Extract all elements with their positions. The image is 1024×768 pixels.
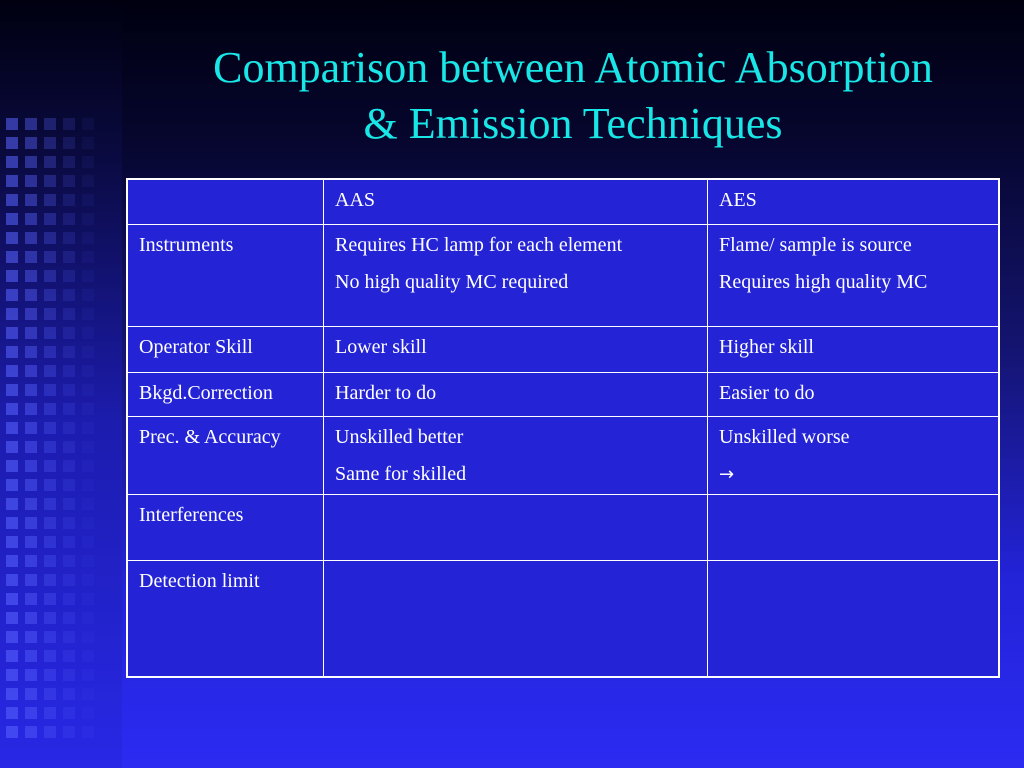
decorative-square	[44, 498, 56, 510]
decorative-square	[25, 213, 37, 225]
decorative-square	[6, 517, 18, 529]
decorative-square	[82, 327, 94, 339]
decorative-square	[6, 118, 18, 130]
decorative-square	[25, 555, 37, 567]
decorative-square-row	[6, 574, 118, 586]
cell-text: Requires HC lamp for each element	[335, 234, 623, 256]
decorative-square	[44, 707, 56, 719]
decorative-square	[25, 232, 37, 244]
decorative-square	[82, 650, 94, 662]
decorative-square	[82, 669, 94, 681]
table-row	[127, 561, 999, 678]
decorative-square	[82, 365, 94, 377]
decorative-square	[63, 688, 75, 700]
decorative-square	[25, 536, 37, 548]
decorative-square-row	[6, 308, 118, 320]
decorative-square-row	[6, 479, 118, 491]
cell-text: Unskilled worse	[719, 426, 850, 448]
cell-text: Flame/ sample is source	[719, 234, 912, 256]
decorative-square	[25, 669, 37, 681]
decorative-square	[82, 118, 94, 130]
decorative-square	[6, 555, 18, 567]
decorative-square	[82, 536, 94, 548]
decorative-square	[25, 479, 37, 491]
cell-text: Requires high quality MC	[719, 271, 928, 293]
decorative-square	[82, 612, 94, 624]
decorative-square-row	[6, 650, 118, 662]
cell-text: Same for skilled	[335, 463, 467, 485]
cell-aes-operator-skill: Higher skill	[708, 327, 1000, 373]
decorative-square	[44, 308, 56, 320]
decorative-square-row	[6, 137, 118, 149]
decorative-square	[82, 422, 94, 434]
decorative-square	[44, 213, 56, 225]
decorative-square-row	[6, 612, 118, 624]
decorative-square	[44, 289, 56, 301]
decorative-square-row	[6, 688, 118, 700]
decorative-square	[44, 650, 56, 662]
decorative-square	[25, 251, 37, 263]
cell-aes-detection-limit	[708, 561, 1000, 678]
row-label-interferences: Interferences	[127, 495, 324, 561]
decorative-square-row	[6, 669, 118, 681]
table-header-row	[127, 179, 999, 225]
cell-aes-precision-accuracy	[708, 417, 1000, 495]
decorative-square	[82, 137, 94, 149]
decorative-square	[63, 650, 75, 662]
decorative-square	[63, 175, 75, 187]
decorative-square-row	[6, 631, 118, 643]
table-row	[127, 225, 999, 327]
decorative-square	[63, 536, 75, 548]
decorative-square	[6, 460, 18, 472]
decorative-square-row	[6, 422, 118, 434]
decorative-square	[63, 403, 75, 415]
decorative-square	[63, 327, 75, 339]
decorative-square	[82, 726, 94, 738]
decorative-square	[6, 308, 18, 320]
decorative-square	[6, 631, 18, 643]
decorative-square-row	[6, 403, 118, 415]
decorative-square-row	[6, 441, 118, 453]
decorative-square	[63, 118, 75, 130]
decorative-square	[63, 726, 75, 738]
decorative-square	[63, 669, 75, 681]
decorative-square	[63, 555, 75, 567]
decorative-square	[25, 308, 37, 320]
decorative-square	[6, 612, 18, 624]
decorative-square	[25, 289, 37, 301]
decorative-square-row	[6, 536, 118, 548]
decorative-square	[44, 688, 56, 700]
decorative-square	[63, 707, 75, 719]
decorative-square	[25, 365, 37, 377]
decorative-square	[6, 270, 18, 282]
decorative-square	[82, 498, 94, 510]
decorative-square	[63, 308, 75, 320]
decorative-square	[63, 156, 75, 168]
decorative-square	[25, 118, 37, 130]
decorative-square	[6, 479, 18, 491]
decorative-square	[44, 669, 56, 681]
decorative-square	[44, 631, 56, 643]
decorative-square	[6, 137, 18, 149]
decorative-square	[6, 346, 18, 358]
decorative-square-row	[6, 118, 118, 130]
decorative-square	[6, 232, 18, 244]
decorative-square	[82, 460, 94, 472]
decorative-square	[25, 156, 37, 168]
header-aes: AES	[708, 179, 1000, 225]
decorative-square	[82, 156, 94, 168]
decorative-square	[25, 346, 37, 358]
decorative-square-row	[6, 384, 118, 396]
decorative-square	[44, 460, 56, 472]
decorative-square	[25, 441, 37, 453]
decorative-square	[44, 384, 56, 396]
decorative-square-row	[6, 270, 118, 282]
decorative-square-grid	[6, 118, 118, 745]
decorative-square-row	[6, 327, 118, 339]
decorative-square	[25, 384, 37, 396]
row-label-precision-accuracy: Prec. & Accuracy	[127, 417, 324, 495]
decorative-square	[25, 175, 37, 187]
decorative-square	[6, 726, 18, 738]
cell-aas-operator-skill: Lower skill	[324, 327, 708, 373]
decorative-square	[25, 498, 37, 510]
decorative-square	[6, 327, 18, 339]
decorative-square	[82, 555, 94, 567]
decorative-square	[44, 346, 56, 358]
decorative-square	[63, 441, 75, 453]
row-label-operator-skill: Operator Skill	[127, 327, 324, 373]
decorative-square	[63, 479, 75, 491]
decorative-square-row	[6, 517, 118, 529]
cell-aas-precision-accuracy	[324, 417, 708, 495]
decorative-square	[44, 118, 56, 130]
decorative-square	[63, 270, 75, 282]
decorative-square	[25, 707, 37, 719]
decorative-square	[63, 194, 75, 206]
left-decorative-strip	[0, 0, 122, 768]
cell-text: No high quality MC required	[335, 271, 569, 293]
decorative-square	[25, 593, 37, 605]
decorative-square-row	[6, 365, 118, 377]
slide-title	[122, 40, 1024, 152]
decorative-square	[44, 232, 56, 244]
decorative-square	[44, 156, 56, 168]
header-corner-cell	[127, 179, 324, 225]
decorative-square	[6, 251, 18, 263]
decorative-square	[63, 213, 75, 225]
decorative-square	[63, 422, 75, 434]
decorative-square	[44, 574, 56, 586]
decorative-square	[82, 574, 94, 586]
decorative-square	[44, 517, 56, 529]
decorative-square	[25, 688, 37, 700]
comparison-table	[126, 178, 1000, 678]
decorative-square	[63, 631, 75, 643]
decorative-square	[6, 156, 18, 168]
decorative-square	[25, 631, 37, 643]
decorative-square	[82, 194, 94, 206]
decorative-square-row	[6, 289, 118, 301]
decorative-square	[6, 536, 18, 548]
decorative-square	[25, 137, 37, 149]
decorative-square	[6, 194, 18, 206]
table-row	[127, 417, 999, 495]
row-label-detection-limit: Detection limit	[127, 561, 324, 678]
decorative-square	[82, 289, 94, 301]
decorative-square	[82, 346, 94, 358]
decorative-square	[82, 631, 94, 643]
table-row	[127, 327, 999, 373]
decorative-square	[63, 460, 75, 472]
decorative-square	[82, 270, 94, 282]
decorative-square	[25, 403, 37, 415]
decorative-square	[6, 593, 18, 605]
row-label-background-correction: Bkgd.Correction	[127, 373, 324, 417]
decorative-square	[6, 441, 18, 453]
cell-aas-background-correction: Harder to do	[324, 373, 708, 417]
decorative-square	[63, 365, 75, 377]
decorative-square	[6, 403, 18, 415]
decorative-square	[82, 517, 94, 529]
cell-aas-interferences	[324, 495, 708, 561]
cell-aas-instruments	[324, 225, 708, 327]
decorative-square	[6, 688, 18, 700]
decorative-square	[25, 650, 37, 662]
decorative-square	[6, 289, 18, 301]
decorative-square	[63, 498, 75, 510]
slide-title-line-1: Comparison between Atomic Absorption	[213, 43, 933, 92]
decorative-square	[44, 612, 56, 624]
decorative-square	[44, 536, 56, 548]
decorative-square	[82, 479, 94, 491]
decorative-square	[25, 612, 37, 624]
decorative-square	[63, 384, 75, 396]
decorative-square	[25, 422, 37, 434]
decorative-square	[6, 384, 18, 396]
decorative-square	[63, 612, 75, 624]
decorative-square-row	[6, 194, 118, 206]
decorative-square	[25, 574, 37, 586]
decorative-square	[82, 707, 94, 719]
right-arrow-icon: →	[719, 464, 735, 485]
decorative-square	[6, 574, 18, 586]
decorative-square	[6, 707, 18, 719]
decorative-square	[63, 517, 75, 529]
decorative-square	[44, 403, 56, 415]
decorative-square-row	[6, 251, 118, 263]
cell-aes-background-correction: Easier to do	[708, 373, 1000, 417]
decorative-square	[63, 289, 75, 301]
decorative-square	[44, 555, 56, 567]
decorative-square	[25, 327, 37, 339]
decorative-square	[6, 365, 18, 377]
decorative-square	[82, 232, 94, 244]
decorative-square-row	[6, 213, 118, 225]
decorative-square	[25, 460, 37, 472]
decorative-square	[82, 213, 94, 225]
decorative-square-row	[6, 555, 118, 567]
header-aas: AAS	[324, 179, 708, 225]
cell-aes-instruments	[708, 225, 1000, 327]
cell-text: Unskilled better	[335, 426, 464, 448]
decorative-square	[82, 251, 94, 263]
decorative-square	[82, 384, 94, 396]
decorative-square	[82, 441, 94, 453]
decorative-square	[63, 137, 75, 149]
decorative-square	[82, 175, 94, 187]
decorative-square-row	[6, 498, 118, 510]
decorative-square-row	[6, 175, 118, 187]
decorative-square	[63, 346, 75, 358]
cell-aas-detection-limit	[324, 561, 708, 678]
slide-title-line-2: & Emission Techniques	[363, 99, 783, 148]
decorative-square-row	[6, 156, 118, 168]
decorative-square	[25, 517, 37, 529]
decorative-square-row	[6, 726, 118, 738]
table-row	[127, 495, 999, 561]
decorative-square	[6, 498, 18, 510]
decorative-square	[44, 175, 56, 187]
decorative-square-row	[6, 232, 118, 244]
decorative-square	[44, 479, 56, 491]
decorative-square	[6, 650, 18, 662]
decorative-square	[82, 688, 94, 700]
row-label-instruments: Instruments	[127, 225, 324, 327]
decorative-square	[82, 593, 94, 605]
decorative-square	[25, 194, 37, 206]
decorative-square	[44, 327, 56, 339]
decorative-square	[44, 194, 56, 206]
decorative-square	[44, 270, 56, 282]
table-row	[127, 373, 999, 417]
decorative-square	[25, 726, 37, 738]
decorative-square	[44, 365, 56, 377]
decorative-square-row	[6, 593, 118, 605]
decorative-square	[44, 422, 56, 434]
decorative-square	[6, 422, 18, 434]
decorative-square	[6, 669, 18, 681]
decorative-square	[44, 593, 56, 605]
decorative-square	[63, 593, 75, 605]
decorative-square	[6, 175, 18, 187]
decorative-square	[82, 308, 94, 320]
decorative-square	[82, 403, 94, 415]
decorative-square	[6, 213, 18, 225]
decorative-square	[44, 441, 56, 453]
cell-aes-interferences	[708, 495, 1000, 561]
decorative-square	[63, 232, 75, 244]
decorative-square	[63, 574, 75, 586]
decorative-square	[44, 726, 56, 738]
decorative-square	[44, 251, 56, 263]
decorative-square	[63, 251, 75, 263]
decorative-square	[44, 137, 56, 149]
decorative-square-row	[6, 460, 118, 472]
decorative-square	[25, 270, 37, 282]
decorative-square-row	[6, 346, 118, 358]
decorative-square-row	[6, 707, 118, 719]
